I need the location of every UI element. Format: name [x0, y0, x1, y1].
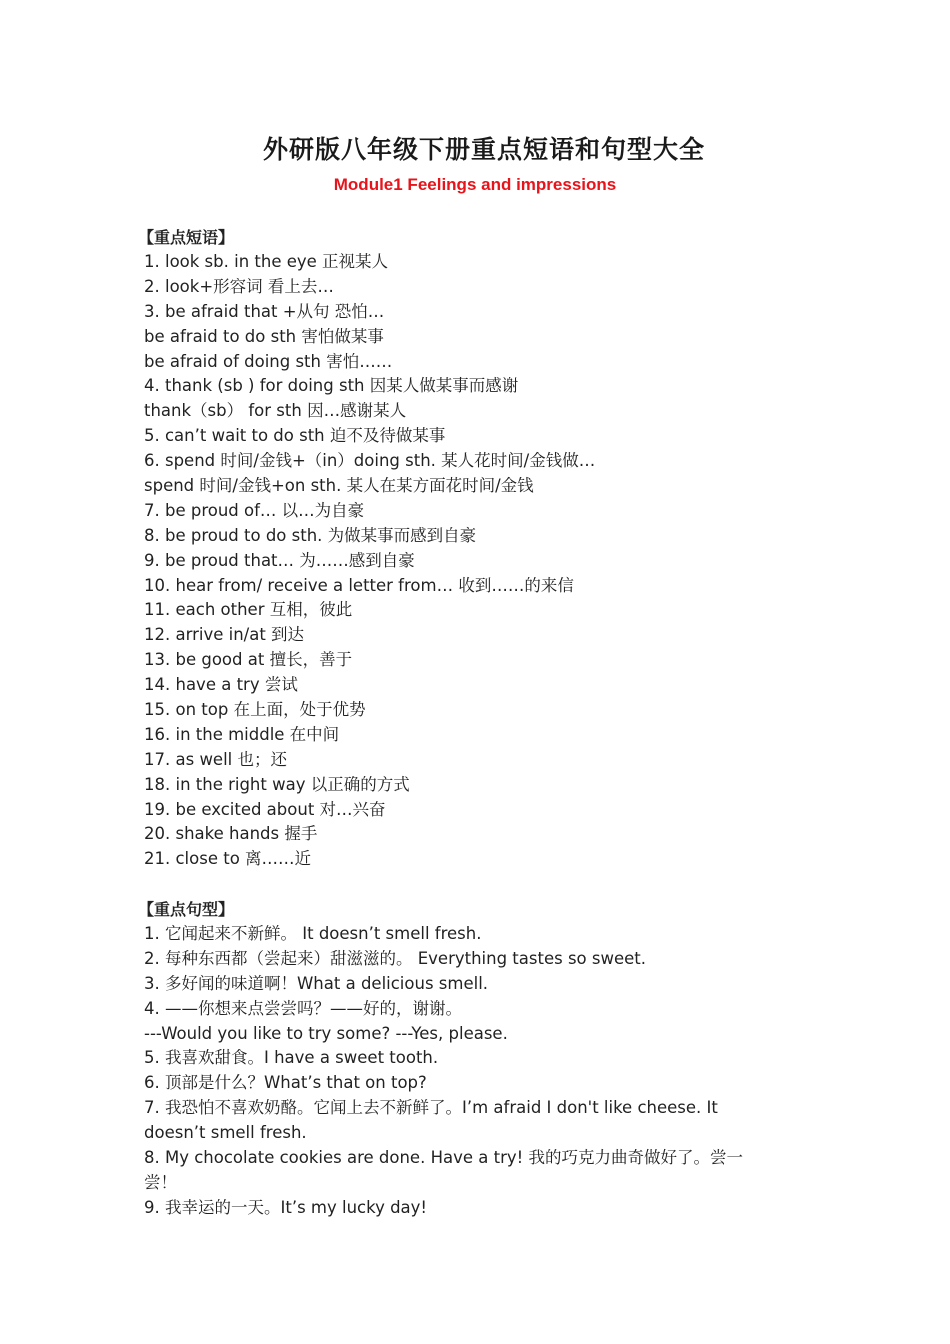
sentence-line: 7. 我恐怕不喜欢奶酪。它闻上去不新鲜了。I’m afraid I don't like cheese. It — [144, 1098, 718, 1118]
sentence-line: 2. 每种东西都（尝起来）甜滋滋的。 Everything tastes so sweet. — [144, 948, 646, 968]
sentence-line: 6. 顶部是什么？What’s that on top? — [144, 1073, 427, 1093]
phrase-line: 21. close to 离……近 — [144, 849, 312, 869]
phrase-line: be afraid of doing sth 害怕…… — [144, 351, 393, 371]
phrase-line: 3. be afraid that +从句 恐怕… — [144, 301, 385, 321]
sentence-line: 9. 我幸运的一天。It’s my lucky day! — [144, 1197, 428, 1217]
key-sentences-section — [138, 897, 824, 1221]
phrase-line: 15. on top 在上面，处于优势 — [144, 700, 366, 720]
phrase-line: 2. look+形容词 看上去… — [144, 276, 334, 296]
phrase-line: 5. can’t wait to do sth 迫不及待做某事 — [144, 426, 446, 446]
phrase-line: spend 时间/金钱+on sth. 某人在某方面花时间/金钱 — [144, 476, 534, 496]
phrase-line: 9. be proud that… 为……感到自豪 — [144, 550, 415, 570]
phrase-line: 13. be good at 擅长，善于 — [144, 650, 353, 670]
sentence-line: 3. 多好闻的味道啊！What a delicious smell. — [144, 973, 489, 993]
phrase-line: 6. spend 时间/金钱+（in）doing sth. 某人花时间/金钱做… — [144, 451, 596, 471]
phrase-line: 18. in the right way 以正确的方式 — [144, 774, 410, 794]
sentence-line: 尝！ — [144, 1172, 177, 1192]
phrase-line: 7. be proud of… 以…为自豪 — [144, 500, 365, 520]
sentence-line: ---Would you like to try some? ---Yes, please. — [144, 1023, 508, 1043]
phrase-line: 4. thank (sb ) for doing sth 因某人做某事而感谢 — [144, 376, 519, 396]
sentence-line: 4. ——你想来点尝尝吗？——好的，谢谢。 — [144, 998, 462, 1018]
phrase-line: thank（sb） for sth 因…感谢某人 — [144, 401, 407, 421]
sentence-line: 8. My chocolate cookies are done. Have a try! 我的巧克力曲奇做好了。尝一 — [144, 1148, 743, 1168]
phrase-line: 8. be proud to do sth. 为做某事而感到自豪 — [144, 525, 477, 545]
document-title: 外研版八年级下册重点短语和句型大全 — [262, 135, 705, 164]
phrase-line: 11. each other 互相，彼此 — [144, 600, 353, 620]
phrase-line: 19. be excited about 对…兴奋 — [144, 799, 386, 819]
phrase-line: be afraid to do sth 害怕做某事 — [144, 326, 384, 346]
phrase-line: 16. in the middle 在中间 — [144, 724, 340, 744]
phrase-line: 14. have a try 尝试 — [144, 675, 298, 695]
sentence-line: 5. 我喜欢甜食。I have a sweet tooth. — [144, 1048, 439, 1068]
sentence-line: 1. 它闻起来不新鲜。 It doesn’t smell fresh. — [144, 924, 482, 943]
key-sentences-heading: 【重点句型】 — [138, 900, 235, 919]
module-title: Module1 Feelings and impressions — [333, 175, 617, 194]
phrase-line: 1. look sb. in the eye 正视某人 — [144, 252, 389, 271]
phrase-line: 12. arrive in/at 到达 — [144, 625, 305, 645]
phrase-line: 10. hear from/ receive a letter from… 收到……的来信 — [144, 575, 574, 595]
phrase-line: 17. as well 也；还 — [144, 749, 287, 769]
sentence-line: doesn’t smell fresh. — [144, 1123, 307, 1143]
key-phrases-section — [138, 225, 824, 872]
key-phrases-heading: 【重点短语】 — [138, 228, 235, 247]
phrase-line: 20. shake hands 握手 — [144, 824, 318, 844]
